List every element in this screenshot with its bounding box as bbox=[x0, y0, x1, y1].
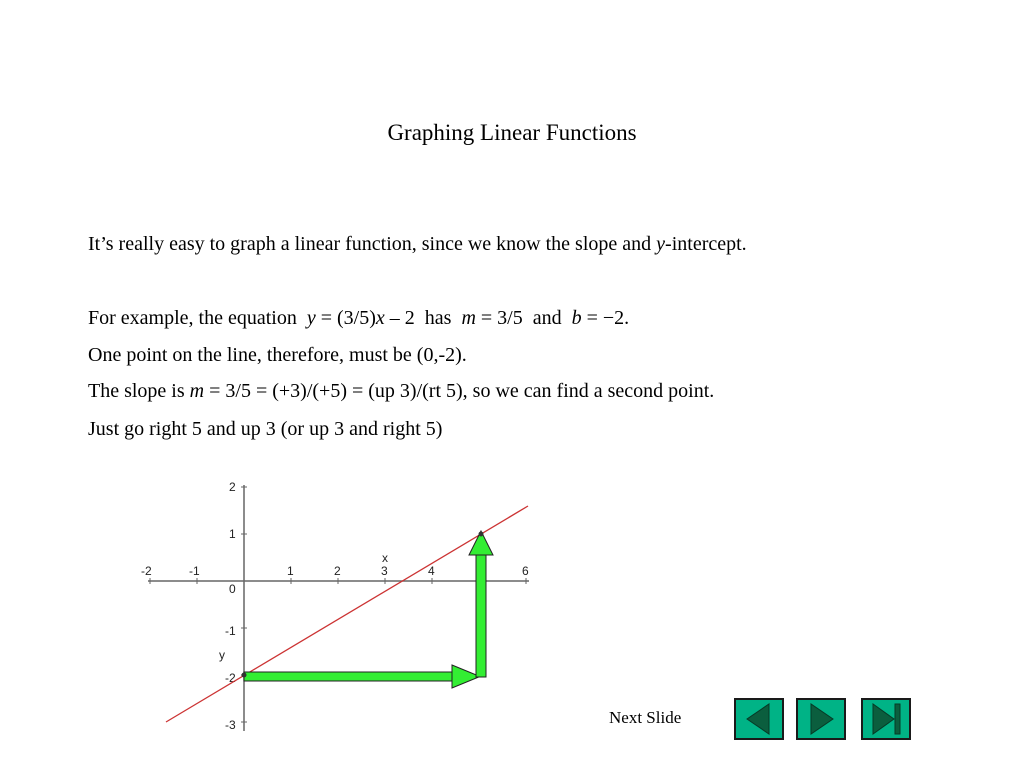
next-slide-button[interactable] bbox=[796, 698, 846, 740]
y-tick-label: 1 bbox=[229, 527, 236, 541]
y-tick-label: 0 bbox=[229, 582, 236, 596]
example-b-val: = −2. bbox=[581, 307, 630, 329]
last-slide-icon bbox=[863, 700, 909, 738]
x-tick-label: 4 bbox=[428, 564, 435, 578]
y-tick-label: 2 bbox=[229, 480, 236, 494]
equation-x: x bbox=[375, 307, 385, 329]
y-tick-label: -2 bbox=[225, 671, 236, 685]
slide-title: Graphing Linear Functions bbox=[387, 120, 637, 145]
example-has: has bbox=[424, 307, 452, 329]
equation-end: – 2 bbox=[384, 307, 415, 329]
x-tick-label: 1 bbox=[287, 564, 294, 578]
right-5-arrow bbox=[244, 665, 480, 688]
example-lead: For example, the equation bbox=[88, 307, 302, 329]
intro-var-y: y bbox=[656, 233, 666, 255]
x-tick-label: 2 bbox=[334, 564, 341, 578]
slope-rest: = 3/5 = (+3)/(+5) = (up 3)/(rt 5), so we can find a second point. bbox=[204, 380, 715, 402]
example-m-val: = 3/5 bbox=[475, 307, 523, 329]
example-and: and bbox=[532, 307, 562, 329]
last-slide-button[interactable] bbox=[861, 698, 911, 740]
previous-slide-button[interactable] bbox=[734, 698, 784, 740]
intro-text-before: It’s really easy to graph a linear function, since we know the slope and bbox=[88, 233, 657, 255]
example-text bbox=[88, 307, 629, 330]
x-axis bbox=[148, 578, 529, 584]
slope-lead: The slope is bbox=[88, 380, 190, 402]
point-text: One point on the line, therefore, must be (0,-2). bbox=[88, 344, 467, 366]
previous-slide-icon bbox=[736, 700, 782, 738]
instruction-text: Just go right 5 and up 3 (or up 3 and right 5) bbox=[88, 418, 443, 440]
y-tick-label: -1 bbox=[225, 624, 236, 638]
linear-function-line bbox=[166, 506, 528, 722]
example-b-var: b bbox=[571, 307, 582, 329]
intro-text-after: -intercept. bbox=[665, 233, 747, 255]
x-tick-label: -1 bbox=[189, 564, 200, 578]
x-axis-label: x bbox=[382, 551, 388, 565]
linear-function-graph bbox=[130, 475, 550, 740]
intro-text bbox=[88, 233, 747, 256]
equation-y: y bbox=[306, 307, 316, 329]
y-tick-label: -3 bbox=[225, 718, 236, 732]
equation-mid: = (3/5) bbox=[315, 307, 376, 329]
x-tick-label: 3 bbox=[381, 564, 388, 578]
up-3-arrow bbox=[469, 531, 493, 677]
y-axis bbox=[241, 485, 247, 731]
x-tick-label: -2 bbox=[141, 564, 152, 578]
y-axis-label: y bbox=[219, 648, 225, 662]
slope-m-var: m bbox=[189, 380, 205, 402]
x-tick-label: 6 bbox=[522, 564, 529, 578]
second-point bbox=[479, 532, 484, 537]
next-slide-icon bbox=[798, 700, 844, 738]
next-slide-label: Next Slide bbox=[609, 708, 682, 727]
example-m-var: m bbox=[461, 307, 476, 329]
slope-text bbox=[88, 380, 714, 403]
start-point bbox=[242, 673, 247, 678]
